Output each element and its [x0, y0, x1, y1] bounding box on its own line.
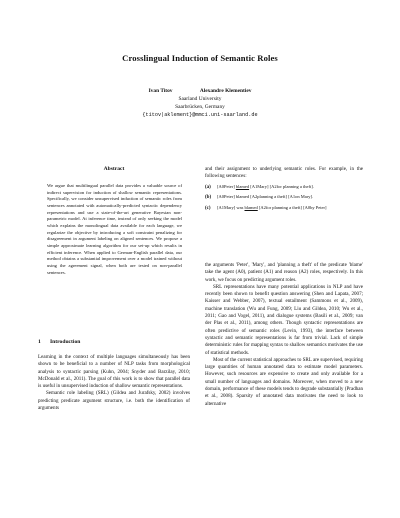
example-text-tail: [A1Mary] [A2for planning a theft]. [249, 184, 314, 189]
author-email: {titov|aklement}@mmci.uni-saarland.de [142, 112, 258, 118]
paper-title: Crosslingual Induction of Semantic Roles [122, 53, 278, 63]
example-predicate: blamed [235, 184, 250, 189]
right-paragraph-3: Most of the current statistical approaches to SRL are supervised, requiring large quantities of human annotated data to estimate model parameters. However, such resources are expensive to create and only available for a small number of languages and domains. Moreover, when moved to a new domain, performance of these models tends to degrade substantially (Pradhan et al., 2008). Sparsity of annotated data motivates the need to look to alternative [205, 356, 363, 407]
example-text: [A0Peter] [217, 184, 236, 189]
example-text: [A1Mary] was [217, 204, 245, 210]
right-paragraph-0: and their assignment to underlying semantic roles. For example, in the following sentences: [205, 166, 363, 180]
section-number: 1 [38, 339, 41, 345]
right-column-intro [205, 166, 363, 181]
author-names [0, 88, 400, 94]
example-text-tail: [A2for planning a theft] [A0by Peter] [257, 204, 327, 210]
example-b [205, 194, 363, 202]
section-heading-introduction [38, 339, 80, 345]
right-column-body [205, 262, 363, 408]
example-sentences [205, 184, 363, 215]
example-predicate: blamed [244, 204, 258, 210]
author-1: Ivan Titov [148, 88, 173, 94]
intro-paragraph-2: Semantic role labeling (SRL) (Gildea and Jurafsky, 2002) involves predicting predicate argument structure, i.e. both the identification of arguments [38, 390, 190, 412]
example-label: (c) [205, 205, 211, 211]
example-c [205, 205, 363, 213]
example-label: (b) [205, 195, 212, 201]
example-text: [A0Peter] blamed [A2planning a theft] [A1on Mary]. [217, 194, 314, 200]
left-column-body [38, 354, 190, 412]
intro-paragraph-1: Learning in the context of multiple languages simultaneously has been shown to be beneficial to a number of NLP tasks from morphological analysis to syntactic parsing (Kuhn, 2004; Snyder and Barzilay, 2010; McDonald et al., 2011). The goal of this work is to show that parallel data is useful in unsupervised induction of shallow semantic representations. [38, 354, 190, 390]
author-2: Alexandre Klementiev [199, 88, 252, 94]
example-label: (a) [205, 185, 211, 190]
abstract-text: We argue that multilingual parallel data provides a valuable source of indirect supervision for induction of shallow semantic representations. Specifically, we consider unsupervised induction of semantic roles from sentences annotated with automatically-predicted syntactic dependency representations and use a state-of-the-art generative Bayesian non-parametric model. At inference time, instead of only seeking the model which explains the monolingual data available for each language, we regularize the objective by introducing a soft constraint penalizing for disagreement in argument labeling on aligned sentences. We propose a simple approximate learning algorithm for our set-up which results in efficient inference. When applied to German-English parallel data, our method obtains a substantial improvement over a model trained without using the agreement signal, when both are tested on non-parallel sentences. [47, 183, 182, 275]
section-title: Introduction [50, 339, 81, 345]
right-paragraph-2: SRL representations have many potential applications in NLP and have recently been shown to benefit question answering (Shen and Lapata, 2007; Kaisser and Webber, 2007), textual entailment (Sammons et al., 2009), machine translation (Wu and Fung, 2009; Liu and Gildea, 2010; Wu et al., 2011; Gao and Vogel, 2011), and dialogue systems (Basili et al., 2009; van der Plas et al., 2011), among others. Though syntactic representations are often predictive of semantic roles (Levin, 1993), the interface between syntactic and semantic representations is far from trivial. Lack of simple deterministic rules for mapping syntax to shallow semantics motivates the use of statistical methods. [205, 283, 363, 356]
right-paragraph-1: the arguments 'Peter', 'Mary', and 'planning a theft' of the predicate 'blame' take the agent (A0), patient (A1) and reason (A2) roles, respectively. In this work, we focus on predicting argument roles. [205, 262, 363, 283]
example-a [205, 184, 363, 192]
abstract-heading: Abstract [103, 166, 125, 172]
affiliation-2: Saarbrücken, Germany [175, 104, 225, 110]
affiliation-1: Saarland University [178, 96, 222, 102]
